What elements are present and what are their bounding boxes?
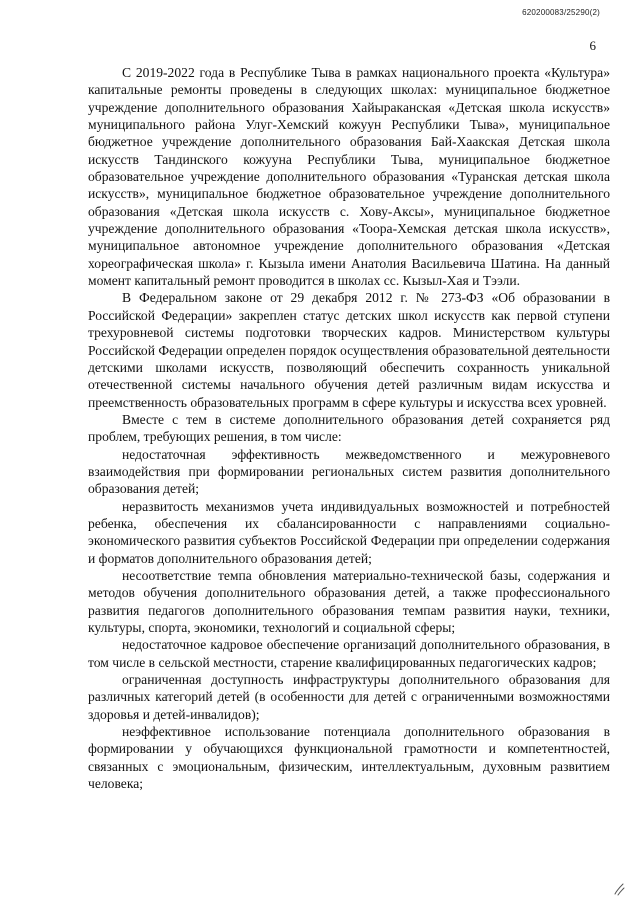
list-item: неразвитость механизмов учета индивидуальных возможностей и потребностей ребенка, обеспечения их сбалансированности с направлениями социально-экономического развития субъектов Российской Федерации при определении содержания и форматов дополнительного образования детей; bbox=[88, 498, 610, 566]
paragraph: Вместе с тем в системе дополнительного образования детей сохраняется ряд проблем, требующих решения, в том числе: bbox=[88, 411, 610, 445]
list-item: недостаточная эффективность межведомственного и межуровневого взаимодействия при формировании региональных систем развития дополнительного образования детей; bbox=[88, 446, 610, 497]
list-item: недостаточное кадровое обеспечение организаций дополнительного образования, в том числе в сельской местности, старение квалифицированных педагогических кадров; bbox=[88, 637, 610, 670]
pen-mark-icon bbox=[612, 881, 626, 897]
paragraph: В Федеральном законе от 29 декабря 2012 г. № 273-ФЗ «Об образовании в Российской Федерации» закреплен статус детских школ искусств как первой ступени трехуровневой системы подготовки творческих кадров. Министерством культуры Российской Федерации определен порядок осуществления образовательной деятельности детскими школами искусств, позволяющий обеспечить сохранность уникальной отечественной системы начального обучения детей различным видам искусства и преемственность образовательных программ в сфере культуры и искусства всех уровней. bbox=[88, 290, 610, 410]
document-id: 620200083/25290(2) bbox=[522, 8, 600, 17]
list-item: неэффективное использование потенциала дополнительного образования в формировании у обучающихся функциональной грамотности и компетентностей, связанных с эмоциональным, физическим, интеллектуальным, духовным развитием человека; bbox=[88, 724, 610, 792]
list-item: ограниченная доступность инфраструктуры дополнительного образования для различных категорий детей (в особенности для детей с ограниченными возможностями здоровья и детей-инвалидов); bbox=[88, 672, 610, 722]
page-number: 6 bbox=[589, 38, 596, 53]
list-item: несоответствие темпа обновления материально-технической базы, содержания и методов обучения дополнительного образования детей, а также профессионального развития педагогов дополнительного образования темпам развития науки, техники, культуры, спорта, экономики, технологий и социальной сферы; bbox=[88, 567, 610, 635]
document-body bbox=[88, 64, 610, 792]
paragraph: С 2019-2022 года в Республике Тыва в рамках национального проекта «Культура» капитальные ремонты проведены в следующих школах: муниципальное бюджетное учреждение дополнительного образования Хайыраканская «Детская школа искусств» муниципального района Улуг-Хемский кожуун Республики Тыва», муниципальное бюджетное учреждение дополнительного образования Бай-Хаакская Детская школа искусств Тандинского кожууна Республики Тыва, муниципальное бюджетное образовательное учреждение дополнительного образования «Туранская детская школа искусств», муниципальное бюджетное образовательное учреждение дополнительного образования «Детская школа искусств с. Хову-Аксы», муниципальное бюджетное учреждение дополнительного образования «Тоора-Хемская детская школа искусств», муниципальное автономное учреждение дополнительного образования «Детская хореографическая школа» г. Кызыла имени Анатолия Васильевича Шатина. На данный момент капитальный ремонт проводится в школах сс. Кызыл-Хая и Тээли. bbox=[88, 65, 610, 289]
